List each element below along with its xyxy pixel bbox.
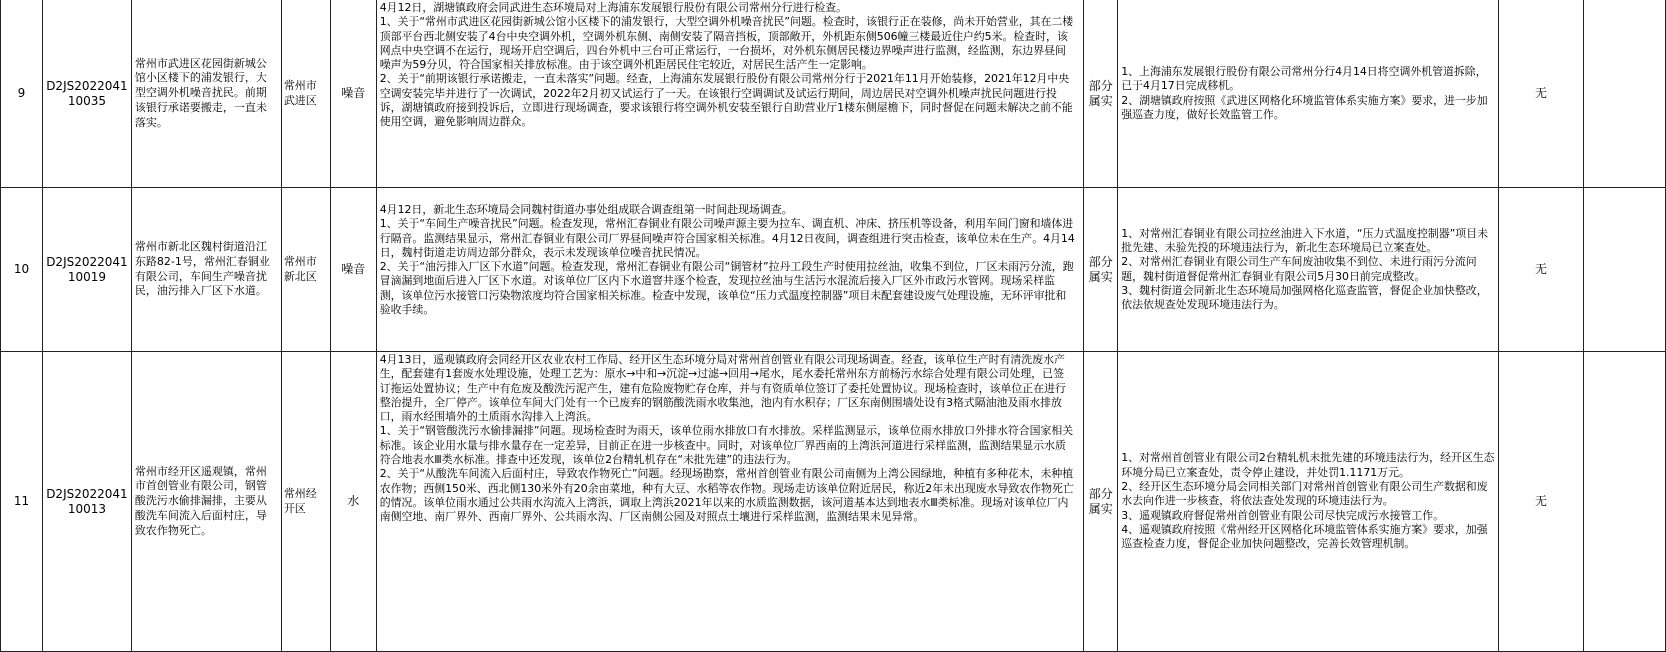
- empty-cell: [1583, 188, 1665, 352]
- result-paragraph: 4、遥观镇政府按照《常州经开区网格化环境监管体系实施方案》要求，加强巡查检查力度，督促企业加快问题整改，完善长效管理机制。: [1121, 522, 1488, 551]
- table-row: [1, 188, 1666, 352]
- process-paragraph: 2、关于“从酸洗车间流入后面村庄，导致农作物死亡”问题。经现场勘察，常州首创管业有限公司南侧为上湾公园绿地，种植有多种花木，未种植农作物；西侧150米、西北侧130米外有20余亩菜地，种有大豆、水稻等农作物。现场走访该单位附近居民，称近2年未出现废水导致农作物死亡的情况。该单位雨水通过公共雨水沟流入上湾浜，调取上湾浜2021年以来的水质监测数据，该河道基本达到地表水Ⅲ类标准。现场对该单位厂内南侧空地、南厂界外、西南厂界外、公共雨水沟、厂区南侧公园及对照点土壤进行采样监测，监测结果未见异常。: [379, 467, 1074, 524]
- investigation-process: [376, 352, 1078, 652]
- result-paragraph: 3、魏村街道会同新北生态环境局加强网格化巡查监管，督促企业加快整改，依法依规查处发现环境违法行为。: [1121, 283, 1488, 312]
- table-row: [1, 0, 1666, 188]
- complaint-description: 常州市经开区遥观镇，常州市首创管业有限公司，钢管酸洗污水偷排漏排，主要从酸洗车间流入后面村庄，导致农作物死亡。: [131, 352, 281, 652]
- result-paragraph: 2、经开区生态环境分局会同相关部门对常州首创管业有限公司生产数据和废水去向作进一步核查，将依法查处发现的环境违法行为。: [1121, 480, 1488, 508]
- result-paragraph: 1、上海浦东发展银行股份有限公司常州分行4月14日将空调外机管道拆除，已于4月17日完成移机。: [1121, 64, 1487, 93]
- row-number: 10: [1, 188, 43, 352]
- pollution-type: 噪音: [330, 0, 376, 188]
- accountability: 无: [1499, 0, 1584, 188]
- process-paragraph: 2、关于“前期该银行承诺搬走，一直未落实”问题。经查，上海浦东发展银行股份有限公司常州分行于2021年11月开始装修，2021年12月中央空调安装完毕并进行了一次调试，2022年2月初又试运行了一天。在该银行空调调试及试运行期间，周边居民对空调外机噪声扰民问题进行投诉，湖塘镇政府接到投诉后，立即进行现场调查，要求该银行将空调外机安装至银行自助营业厅1楼东侧屋檐下，同时督促在问题未解决之前不能使用空调，避免影响周边群众。: [379, 72, 1073, 129]
- process-paragraph: 1、关于“钢管酸洗污水偷排漏排”问题。现场检查时为雨天，该单位雨水排放口有水排放。采样监测显示，该单位雨水排放口外排水符合国家相关标准。该企业用水量与排水量存在一定差异，目前正在进一步核查中。同时，对该单位厂界西南的上湾浜河道进行采样监测，监测结果显示水质符合地表水Ⅲ类水标准。排查中还发现，该单位2台精轧机存在“未批先建”的违法行为。: [379, 424, 1074, 467]
- handling-result: [1118, 352, 1499, 652]
- row-number: 9: [1, 0, 43, 188]
- pollution-type: 噪音: [330, 188, 376, 352]
- process-paragraph: 4月13日，遥观镇政府会同经开区农业农村工作局、经开区生态环境分局对常州首创管业有限公司现场调查。经查，该单位生产时有清洗废水产生，配套建有1套废水处理设施，处理工艺为：原水→中和→沉淀→过滤→回用→尾水，尾水委托常州东方前杨污水综合处理有限公司处理，已签订拖运处置协议；生产中有危废及酸洗污泥产生，建有危险废物贮存仓库，并与有资质单位签订了委托处置协议。现场检查时，该单位正在进行整治提升，全厂停产。该单位车间大门处有一个已废弃的钢筋酸洗雨水收集池，池内有水积存；厂区东南侧围墙处设有3格式隔油池及雨水排放口，雨水经围墙外的土质雨水沟排入上湾浜。: [379, 353, 1066, 424]
- result-paragraph: 3、遥观镇政府督促常州首创管业有限公司尽快完成污水接管工作。: [1121, 508, 1445, 522]
- verification-status: 部分属实: [1084, 352, 1118, 652]
- complaint-description: 常州市新北区魏村街道沿江东路82-1号，常州汇春铜业有限公司，车间生产噪音扰民，油污排入厂区下水道。: [131, 188, 281, 352]
- process-paragraph: 2、关于“油污排入厂区下水道”问题。检查发现，常州汇春铜业有限公司“铜管材”拉丹工段生产时使用拉丝油，收集不到位，厂区未雨污分流，跑冒滴漏到地面后进入厂区下水道。对该单位厂区内下水道窨井逐个检查，发现拉丝油与生活污水混流后接入厂区外市政污水管网。现场采样监测，该单位污水接管口污染物浓度均符合国家相关标准。检查中发现，该单位“压力式温度控制器”项目未配套建设废气处理设施，无环评审批和验收手续。: [379, 260, 1074, 317]
- result-paragraph: 1、对常州首创管业有限公司2台精轧机未批先建的环境违法行为，经开区生态环境分局已立案查处，责令停止建设，并处罚1.1171万元。: [1121, 451, 1495, 479]
- result-paragraph: 2、湖塘镇政府按照《武进区网格化环境监管体系实施方案》要求，进一步加强巡查力度，做好长效监管工作。: [1121, 93, 1488, 121]
- investigation-process: [376, 188, 1078, 352]
- pollution-type: 水: [330, 352, 376, 652]
- row-number: 11: [1, 352, 43, 652]
- result-paragraph: 2、对常州汇春铜业有限公司生产车间废油收集不到位、未进行雨污分流问题，魏村街道督促常州汇春铜业有限公司5月30日前完成整改。: [1121, 255, 1477, 283]
- handling-result: [1118, 0, 1499, 188]
- process-paragraph: 4月12日，新北生态环境局会同魏村街道办事处组成联合调查组第一时间赴现场调查。: [379, 203, 793, 216]
- verification-status: 部分属实: [1084, 188, 1118, 352]
- verification-status: 部分属实: [1084, 0, 1118, 188]
- result-paragraph: 1、对常州汇春铜业有限公司拉丝油进入下水道，“压力式温度控制器”项目未批先建、未验先投的环境违法行为，新北生态环境局已立案查处。: [1121, 226, 1488, 254]
- investigation-process: [376, 0, 1078, 188]
- case-code: D2JS202204110035: [42, 0, 131, 188]
- district: 常州市新北区: [281, 188, 330, 352]
- district: 常州市武进区: [281, 0, 330, 188]
- process-paragraph: 1、关于“常州市武进区花园街新城公馆小区楼下的浦发银行，大型空调外机噪音扰民”问题。检查时，该银行正在装修，尚未开始营业，其在二楼顶部平台西北侧安装了4台中央空调外机，空调外机东侧、南侧安装了隔音挡板，顶部敞开，外机距东侧506幢三楼最近住户约5米。检查时，该网点中央空调不在运行，现场开启空调后，四台外机中三台可正常运行，一台损坏，对外机东侧居民楼边界噪声进行监测，经监测，东边界昼间噪声为59分贝，符合国家相关排放标准。由于该空调外机距居民住宅较近，对居民生活产生一定影响。: [379, 15, 1074, 72]
- accountability: 无: [1499, 188, 1584, 352]
- district: 常州经开区: [281, 352, 330, 652]
- table-row: [1, 352, 1666, 652]
- handling-result: [1118, 188, 1499, 352]
- process-paragraph: 4月12日，湖塘镇政府会同武进生态环境局对上海浦东发展银行股份有限公司常州分行进行检查。: [379, 1, 848, 14]
- empty-cell: [1583, 352, 1665, 652]
- accountability: 无: [1499, 352, 1584, 652]
- empty-cell: [1583, 0, 1665, 188]
- case-code: D2JS202204110013: [42, 352, 131, 652]
- process-paragraph: 1、关于“车间生产噪音扰民”问题。检查发现，常州汇春铜业有限公司噪声源主要为拉车、调直机、冲床、挤压机等设备，利用车间门窗和墙体进行隔音。监测结果显示，常州汇春铜业有限公司厂界昼间噪声符合国家相关标准。4月12日夜间，调查组进行突击检查，该单位未在生产。4月14日，魏村街道走访周边部分群众，表示未发现该单位噪音扰民情况。: [379, 217, 1075, 259]
- case-code: D2JS202204110019: [42, 188, 131, 352]
- complaint-description: 常州市武进区花园街新城公馆小区楼下的浦发银行，大型空调外机噪音扰民。前期该银行承诺要搬走，一直未落实。: [131, 0, 281, 188]
